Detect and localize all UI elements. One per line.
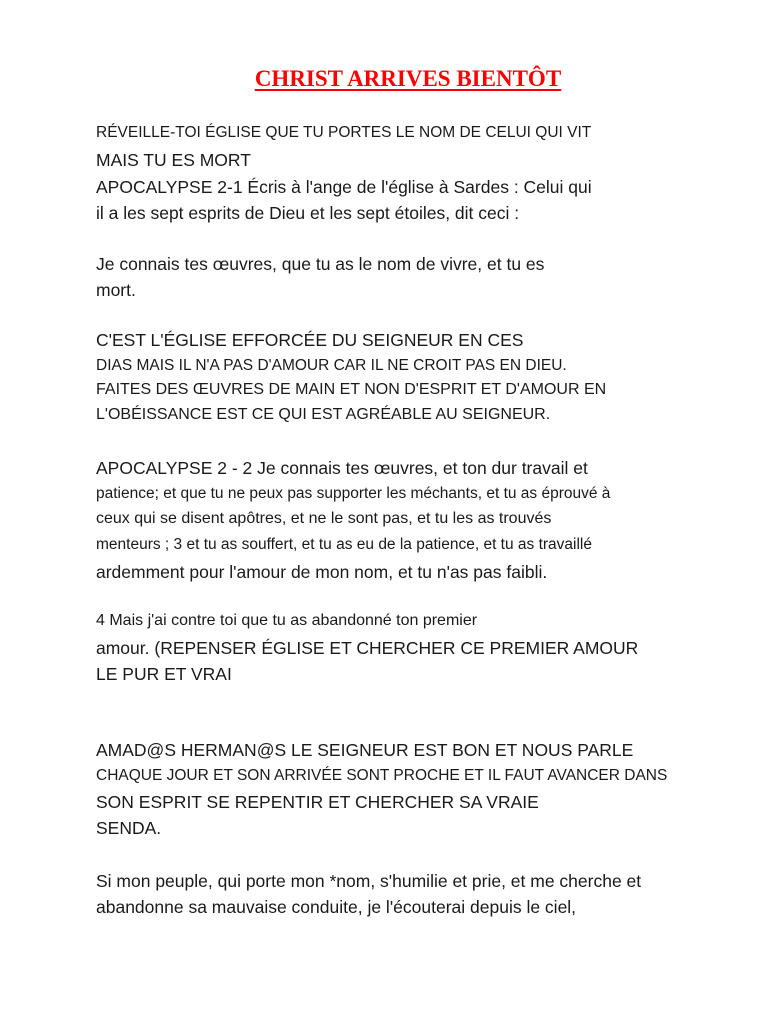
text-line: FAITES DES ŒUVRES DE MAIN ET NON D'ESPRIT ET D'AMOUR EN <box>96 381 607 398</box>
text-line: SENDA. <box>96 818 162 838</box>
text-line: menteurs ; 3 et tu as souffert, et tu as eu de la patience, et tu as travaillé <box>96 536 592 553</box>
text-line: amour. (REPENSER ÉGLISE ET CHERCHER CE PREMIER AMOUR <box>96 638 639 658</box>
text-line: SON ESPRIT SE REPENTIR ET CHERCHER SA VRAIE <box>96 792 539 812</box>
text-line: AMAD@S HERMAN@S LE SEIGNEUR EST BON ET NOUS PARLE <box>96 740 634 760</box>
text-line: ardemment pour l'amour de mon nom, et tu n'as pas faibli. <box>96 562 548 582</box>
text-line: il a les sept esprits de Dieu et les sept étoiles, dit ceci : <box>96 203 520 223</box>
text-line: Je connais tes œuvres, que tu as le nom de vivre, et tu es <box>96 254 545 274</box>
text-line: APOCALYPSE 2-1 Écris à l'ange de l'église à Sardes : Celui qui <box>96 177 592 197</box>
text-line: C'EST L'ÉGLISE EFFORCÉE DU SEIGNEUR EN CES <box>96 330 524 350</box>
text-line: APOCALYPSE 2 - 2 Je connais tes œuvres, et ton dur travail et <box>96 458 588 478</box>
text-line: Si mon peuple, qui porte mon *nom, s'humilie et prie, et me cherche et <box>96 871 642 891</box>
text-line: mort. <box>96 280 136 300</box>
document-title: CHRIST ARRIVES BIENTÔT <box>254 66 562 91</box>
text-line: DIAS MAIS IL N'A PAS D'AMOUR CAR IL NE CROIT PAS EN DIEU. <box>96 357 567 374</box>
text-line: ceux qui se disent apôtres, et ne le sont pas, et tu les as trouvés <box>96 510 552 527</box>
text-line: patience; et que tu ne peux pas supporter les méchants, et tu as éprouvé à <box>96 485 611 502</box>
text-line: RÉVEILLE-TOI ÉGLISE QUE TU PORTES LE NOM DE CELUI QUI VIT <box>96 124 592 141</box>
text-line: MAIS TU ES MORT <box>96 150 251 170</box>
text-line: CHAQUE JOUR ET SON ARRIVÉE SONT PROCHE ET IL FAUT AVANCER DANS <box>96 767 668 784</box>
text-line: LE PUR ET VRAI <box>96 664 232 684</box>
text-line: 4 Mais j'ai contre toi que tu as abandonné ton premier <box>96 612 478 629</box>
text-line: L'OBÉISSANCE EST CE QUI EST AGRÉABLE AU SEIGNEUR. <box>96 406 551 423</box>
text-line: abandonne sa mauvaise conduite, je l'écouterai depuis le ciel, <box>96 897 577 917</box>
